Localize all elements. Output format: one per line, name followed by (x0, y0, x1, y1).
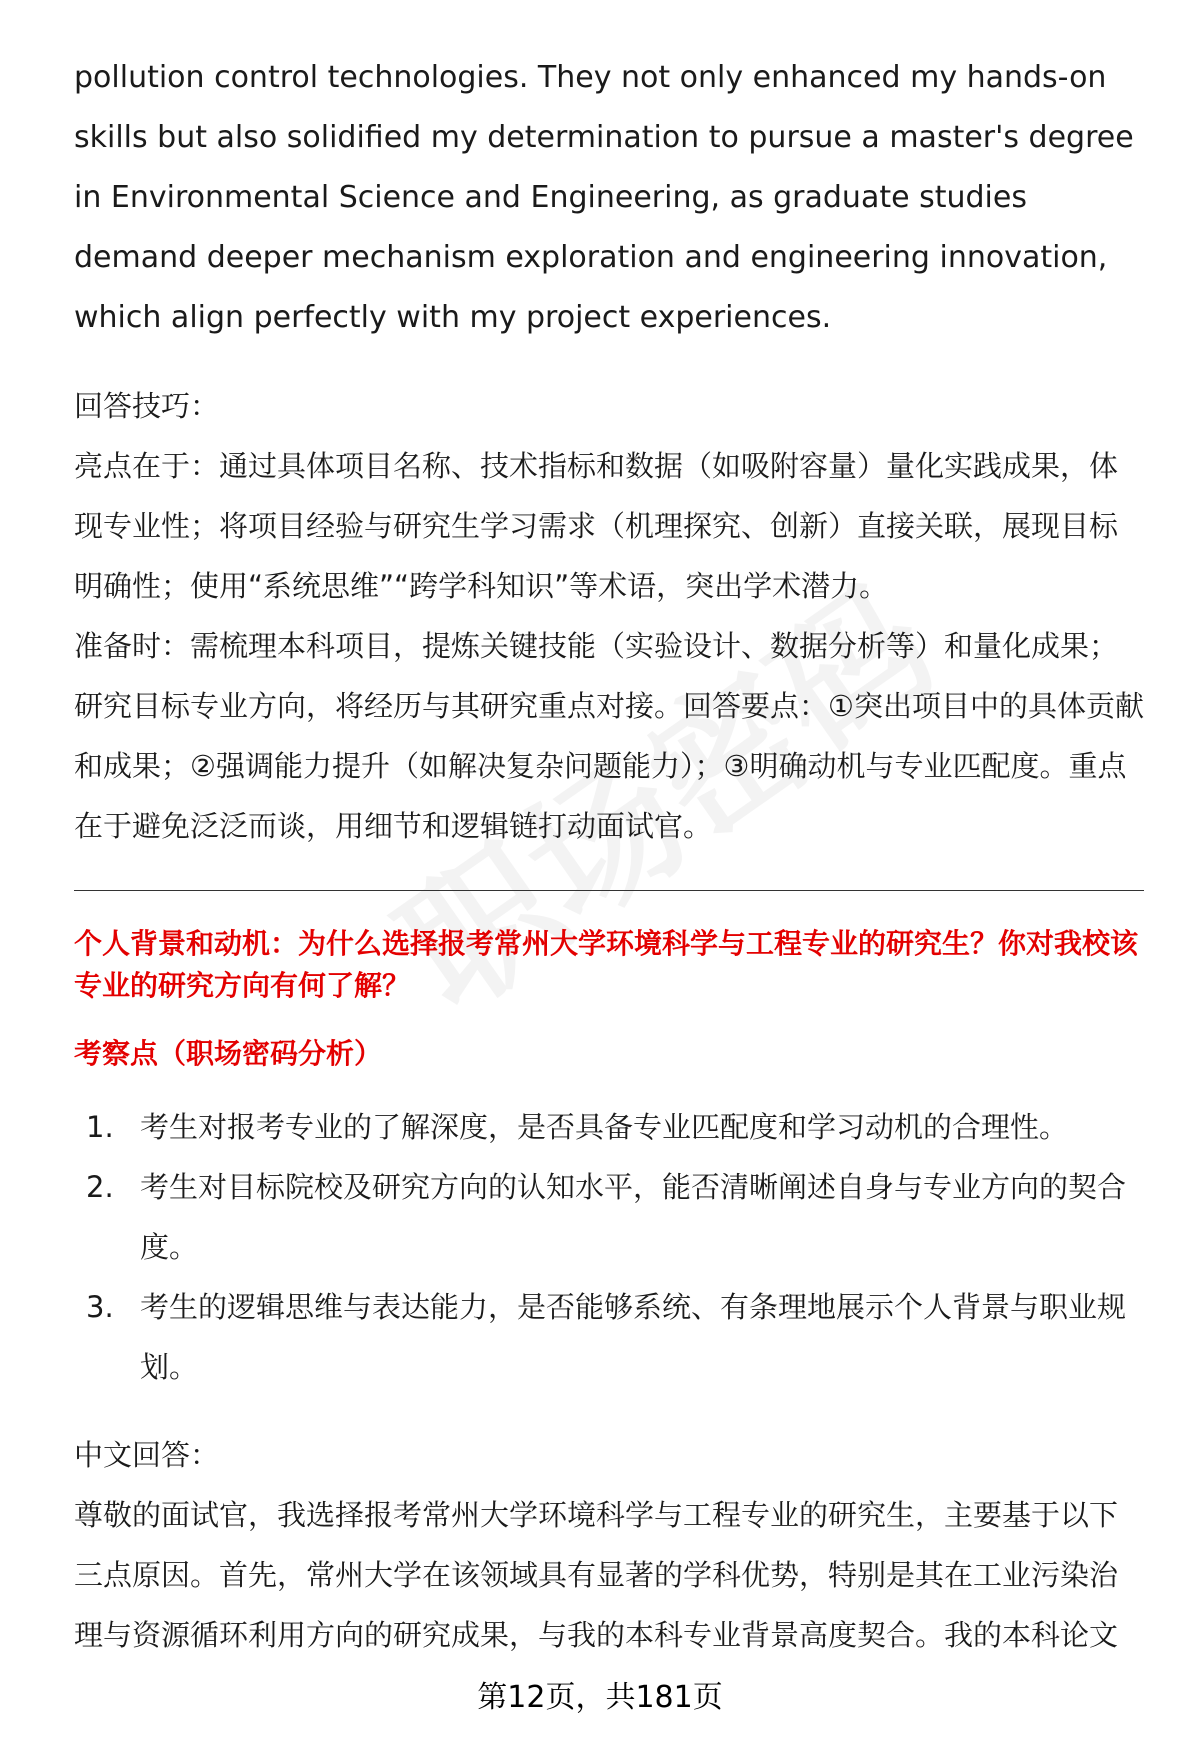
list-text: 考生的逻辑思维与表达能力，是否能够系统、有条理地展示个人背景与职业规划。 (140, 1290, 1127, 1384)
document-page (74, 48, 1144, 1665)
list-number: 1. (86, 1110, 114, 1144)
list-text: 考生对报考专业的了解深度，是否具备专业匹配度和学习动机的合理性。 (140, 1110, 1069, 1144)
list-item (74, 1277, 1144, 1397)
list-text: 考生对目标院校及研究方向的认知水平，能否清晰阐述自身与专业方向的契合度。 (140, 1170, 1127, 1264)
intro-paragraph: pollution control technologies. They not only enhanced my hands-on skills but also solidified my determination to pursue a master's degree in Environmental Science and Engineering, as graduate studies demand deeper mechanism exploration and engineering innovation, which align perfectly with my project experiences. (74, 60, 1134, 335)
list-item (74, 1157, 1144, 1277)
exam-points-list (74, 1097, 1144, 1397)
tips-highlight: 亮点在于：通过具体项目名称、技术指标和数据（如吸附容量）量化实践成果，体现专业性；将项目经验与研究生学习需求（机理探究、创新）直接关联，展现目标明确性；使用“系统思维”“跨学科知识”等术语，突出学术潜力。 (74, 449, 1119, 603)
list-item (74, 1097, 1144, 1157)
tips-label: 回答技巧： (74, 389, 220, 423)
chinese-answer-text: 尊敬的面试官，我选择报考常州大学环境科学与工程专业的研究生，主要基于以下三点原因。首先，常州大学在该领域具有显著的学科优势，特别是其在工业污染治理与资源循环利用方向的研究成果，与我的本科专业背景高度契合。我的本科论文 (74, 1498, 1119, 1652)
exam-points-heading: 考察点（职场密码分析） (74, 1037, 383, 1070)
tips-preparation: 准备时：需梳理本科项目，提炼关键技能（实验设计、数据分析等）和量化成果；研究目标专业方向，将经历与其研究重点对接。回答要点：①突出项目中的具体贡献和成果；②强调能力提升（如解决复杂问题能力）；③明确动机与专业匹配度。重点在于避免泛泛而谈，用细节和逻辑链打动面试官。 (74, 629, 1144, 843)
list-number: 2. (86, 1170, 114, 1204)
section-divider (74, 890, 1144, 891)
list-number: 3. (86, 1290, 114, 1324)
chinese-answer-label: 中文回答： (74, 1438, 220, 1472)
question-title: 个人背景和动机：为什么选择报考常州大学环境科学与工程专业的研究生？你对我校该专业的研究方向有何了解？ (74, 927, 1139, 1002)
page-number: 第12页，共181页 (477, 1680, 723, 1715)
